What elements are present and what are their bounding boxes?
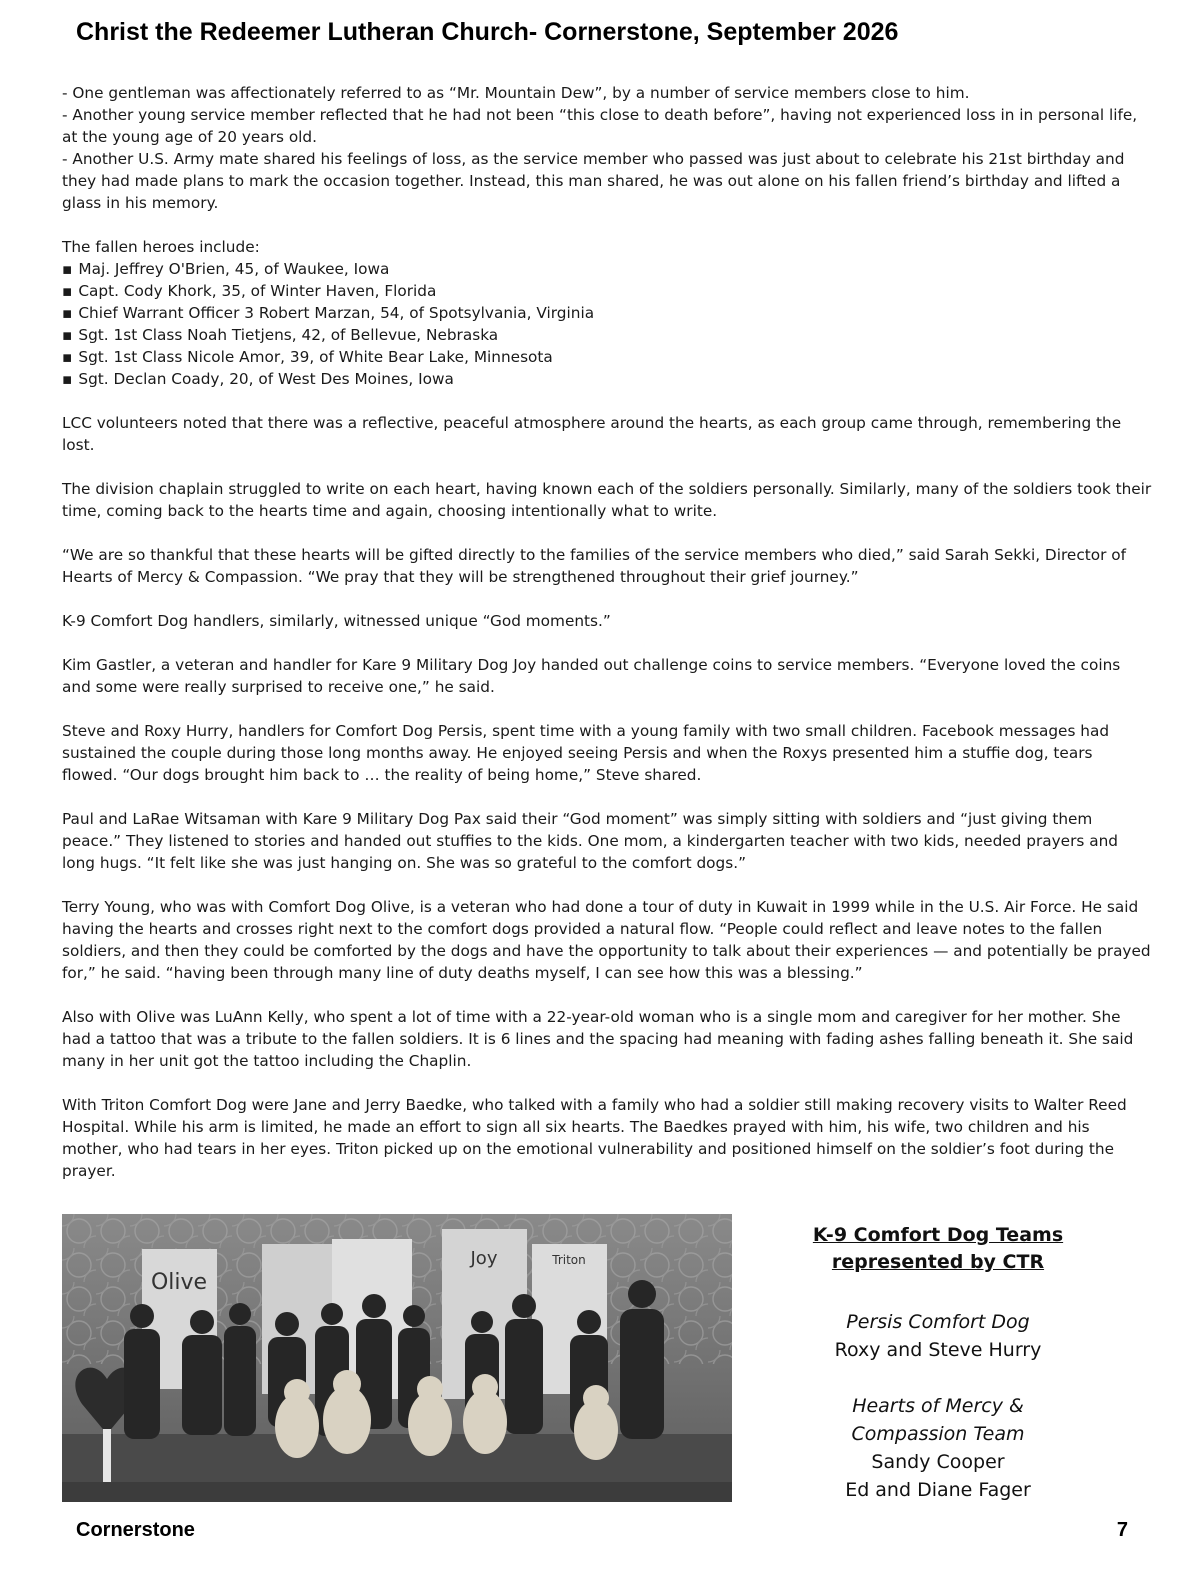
paragraph-god-moments: K-9 Comfort Dog handlers, similarly, witnessed unique “God moments.” <box>62 612 611 630</box>
paragraph-gastler: Kim Gastler, a veteran and handler for Kare 9 Military Dog Joy handed out challenge coins to service members. “Everyone loved the coins and some were really surprised to receive one,” he said. <box>62 656 1121 696</box>
team-name: Hearts of Mercy & <box>852 1395 1024 1417</box>
team-name: Persis Comfort Dog <box>846 1311 1030 1333</box>
team-persis <box>752 1308 1124 1364</box>
hero-item: ▪ Sgt. 1st Class Nicole Amor, 39, of White Bear Lake, Minnesota <box>62 346 1152 368</box>
comfort-dog-teams-sidebar <box>752 1222 1124 1532</box>
paragraph-kelly: Also with Olive was LuAnn Kelly, who spent a lot of time with a 22-year-old woman who is a single mom and caregiver for her mother. She had a tattoo that was a tribute to the fallen soldiers. It is 6 lines and the spacing had meaning with fading ashes falling beneath it. She said many in her unit got the tattoo including the Chaplin. <box>62 1008 1134 1070</box>
hero-item: ▪ Chief Warrant Officer 3 Robert Marzan, 54, of Spotsylvania, Virginia <box>62 302 1152 324</box>
article-body <box>62 82 1152 1204</box>
team-hearts-of-mercy <box>752 1392 1124 1504</box>
paragraph-witsaman: Paul and LaRae Witsaman with Kare 9 Military Dog Pax said their “God moment” was simply sitting with soldiers and “just giving them peace.” They listened to stories and handed out stuffies to the kids. One mom, a kindergarten teacher with two kids, needed prayers and long hugs. “It felt like she was just hanging on. She was so grateful to the comfort dogs.” <box>62 810 1118 872</box>
team-member: Ed and Diane Fager <box>845 1479 1031 1501</box>
hero-item: ▪ Capt. Cody Khork, 35, of Winter Haven, Florida <box>62 280 1152 302</box>
paragraph-sekki-quote: “We are so thankful that these hearts will be gifted directly to the families of the service members who died,” said Sarah Sekki, Director of Hearts of Mercy & Compassion. “We pray that they will be strengthened throughout their grief journey.” <box>62 546 1126 586</box>
team-member: Sandy Cooper <box>871 1451 1005 1473</box>
hero-item: ▪ Sgt. Declan Coady, 20, of West Des Moines, Iowa <box>62 368 1152 390</box>
hero-item: ▪ Sgt. 1st Class Noah Tietjens, 42, of Bellevue, Nebraska <box>62 324 1152 346</box>
paragraph-chaplain: The division chaplain struggled to write on each heart, having known each of the soldiers personally. Similarly, many of the soldiers took their time, coming back to the hearts time and again, choosing intentionally what to write. <box>62 480 1152 520</box>
anecdote-close-to-death: - Another young service member reflected that he had not been “this close to death before”, having not experienced loss in in personal life, at the young age of 20 years old. <box>62 106 1138 146</box>
heroes-intro: The fallen heroes include: <box>62 238 260 256</box>
banner-joy-label: Joy <box>470 1248 498 1269</box>
banner-triton-label: Triton <box>552 1253 586 1267</box>
fallen-heroes-list <box>62 258 1152 390</box>
hero-item: ▪ Maj. Jeffrey O'Brien, 45, of Waukee, Iowa <box>62 258 1152 280</box>
anecdote-mountain-dew: - One gentleman was affectionately referred to as “Mr. Mountain Dew”, by a number of service members close to him. <box>62 84 970 102</box>
group-photo-illustration <box>62 1214 732 1502</box>
anecdote-birthday: - Another U.S. Army mate shared his feelings of loss, as the service member who passed was just about to celebrate his 21st birthday and they had made plans to mark the occasion together. Instead, this man shared, he was out alone on his fallen friend’s birthday and lifted a glass in his memory. <box>62 150 1125 212</box>
paragraph-young: Terry Young, who was with Comfort Dog Olive, is a veteran who had done a tour of duty in Kuwait in 1999 while in the U.S. Air Force. He said having the hearts and crosses right next to the comfort dogs provided a natural flow. “People could reflect and leave notes to the fallen soldiers, and then they could be comforted by the dogs and have the opportunity to talk about their experiences — and potentially be prayed for,” he said. “having been through many line of duty deaths myself, I can see how this was a blessing.” <box>62 898 1151 982</box>
sidebar-heading: K-9 Comfort Dog Teams represented by CTR <box>812 1224 1064 1273</box>
newsletter-title: Christ the Redeemer Lutheran Church- Cornerstone, September 2026 <box>76 18 899 46</box>
team-member: Roxy and Steve Hurry <box>834 1339 1042 1361</box>
group-photo <box>62 1214 732 1502</box>
paragraph-volunteers: LCC volunteers noted that there was a reflective, peaceful atmosphere around the hearts, as each group came through, remembering the lost. <box>62 414 1122 454</box>
footer-publication: Cornerstone <box>76 1519 195 1541</box>
page-number: 7 <box>1116 1519 1128 1541</box>
banner-olive-label: Olive <box>150 1270 208 1295</box>
paragraph-hurry: Steve and Roxy Hurry, handlers for Comfort Dog Persis, spent time with a young family with two small children. Facebook messages had sustained the couple during those long months away. He enjoyed seeing Persis and when the Roxys presented him a stuffie dog, tears flowed. “Our dogs brought him back to … the reality of being home,” Steve shared. <box>62 722 1110 784</box>
anecdote-list <box>62 82 1152 214</box>
team-name-continued: Compassion Team <box>851 1423 1025 1445</box>
paragraph-baedke: With Triton Comfort Dog were Jane and Jerry Baedke, who talked with a family who had a soldier still making recovery visits to Walter Reed Hospital. While his arm is limited, he made an effort to sign all six hearts. The Baedkes prayed with him, his wife, two children and his mother, who had tears in her eyes. Triton picked up on the emotional vulnerability and positioned himself on the soldier’s foot during the prayer. <box>62 1096 1127 1180</box>
